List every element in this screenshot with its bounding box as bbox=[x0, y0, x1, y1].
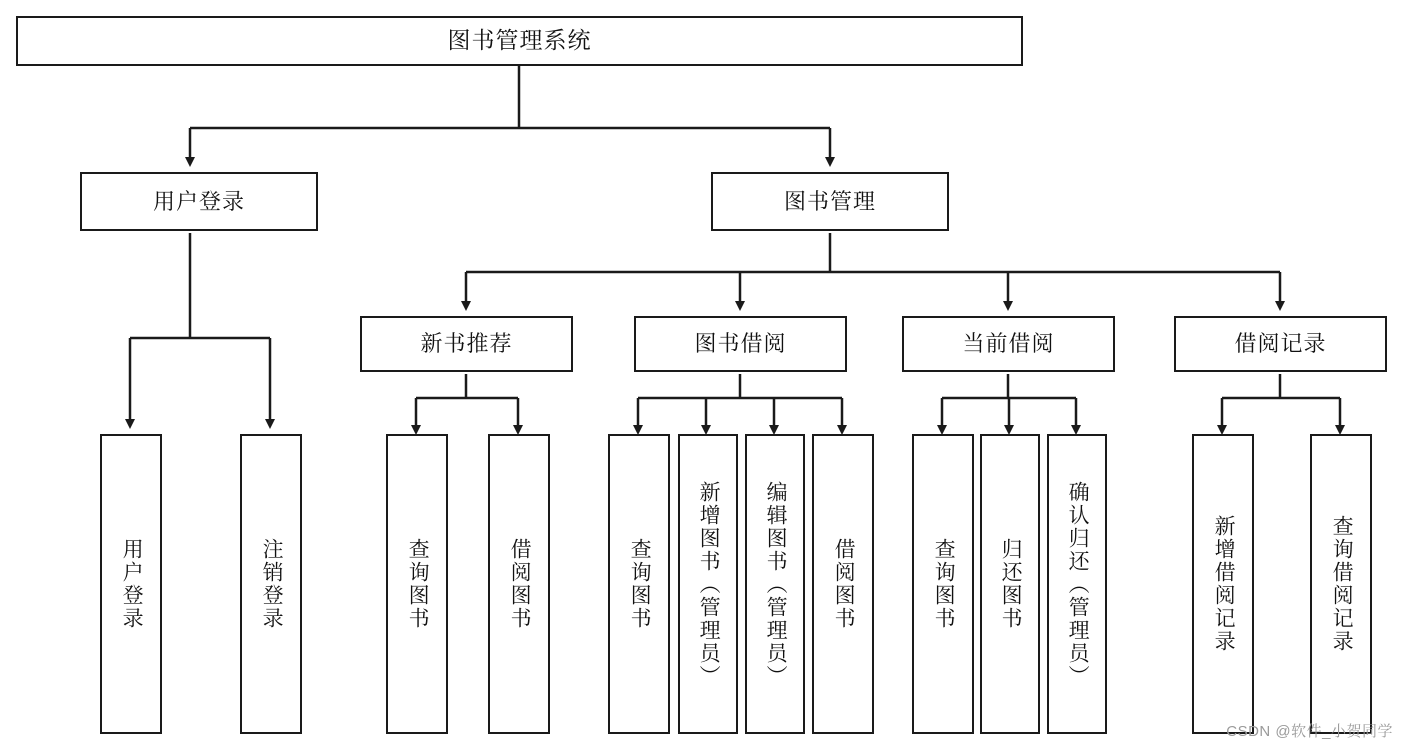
node-book-management-label: 图书管理 bbox=[783, 188, 876, 214]
node-new-book-recommend[interactable] bbox=[360, 316, 573, 372]
node-root-label: 图书管理系统 bbox=[447, 27, 592, 54]
node-user-login-label: 用户登录 bbox=[152, 188, 245, 214]
leaf-borrow-borrow-book[interactable] bbox=[812, 434, 874, 734]
leaf-borrow-query-book[interactable] bbox=[608, 434, 670, 734]
node-new-book-recommend-label: 新书推荐 bbox=[420, 331, 513, 357]
node-book-borrow-label: 图书借阅 bbox=[694, 331, 787, 357]
node-current-borrow-label: 当前借阅 bbox=[962, 331, 1055, 357]
leaf-borrow-borrow-book-label: 借阅图书 bbox=[832, 538, 856, 630]
node-borrow-record-label: 借阅记录 bbox=[1234, 331, 1327, 357]
leaf-record-query-label: 查询借阅记录 bbox=[1330, 515, 1354, 653]
leaf-record-add[interactable] bbox=[1192, 434, 1254, 734]
leaf-record-add-label: 新增借阅记录 bbox=[1212, 515, 1236, 653]
leaf-current-return-book[interactable] bbox=[980, 434, 1040, 734]
node-current-borrow[interactable] bbox=[902, 316, 1115, 372]
leaf-current-query-book[interactable] bbox=[912, 434, 974, 734]
node-book-borrow[interactable] bbox=[634, 316, 847, 372]
leaf-logout[interactable] bbox=[240, 434, 302, 734]
leaf-borrow-edit-book[interactable] bbox=[745, 434, 805, 734]
leaf-current-return-book-label: 归还图书 bbox=[999, 538, 1023, 630]
leaf-newrec-borrow-book[interactable] bbox=[488, 434, 550, 734]
leaf-user-login[interactable] bbox=[100, 434, 162, 734]
node-borrow-record[interactable] bbox=[1174, 316, 1387, 372]
node-root[interactable] bbox=[16, 16, 1023, 66]
leaf-logout-label: 注销登录 bbox=[260, 538, 284, 630]
leaf-borrow-edit-book-label: 编辑图书（管理员） bbox=[764, 480, 788, 688]
leaf-current-confirm-return[interactable] bbox=[1047, 434, 1107, 734]
leaf-newrec-query-book-label: 查询图书 bbox=[406, 538, 430, 630]
leaf-borrow-query-book-label: 查询图书 bbox=[628, 538, 652, 630]
node-user-login[interactable] bbox=[80, 172, 318, 231]
leaf-current-query-book-label: 查询图书 bbox=[932, 538, 956, 630]
leaf-newrec-query-book[interactable] bbox=[386, 434, 448, 734]
leaf-borrow-add-book[interactable] bbox=[678, 434, 738, 734]
leaf-borrow-add-book-label: 新增图书（管理员） bbox=[697, 480, 721, 688]
leaf-current-confirm-return-label: 确认归还（管理员） bbox=[1066, 480, 1090, 688]
leaf-newrec-borrow-book-label: 借阅图书 bbox=[508, 538, 532, 630]
leaf-user-login-label: 用户登录 bbox=[120, 538, 144, 630]
node-book-management[interactable] bbox=[711, 172, 949, 231]
watermark: CSDN @软件_小贺同学 bbox=[1226, 723, 1393, 740]
leaf-record-query[interactable] bbox=[1310, 434, 1372, 734]
